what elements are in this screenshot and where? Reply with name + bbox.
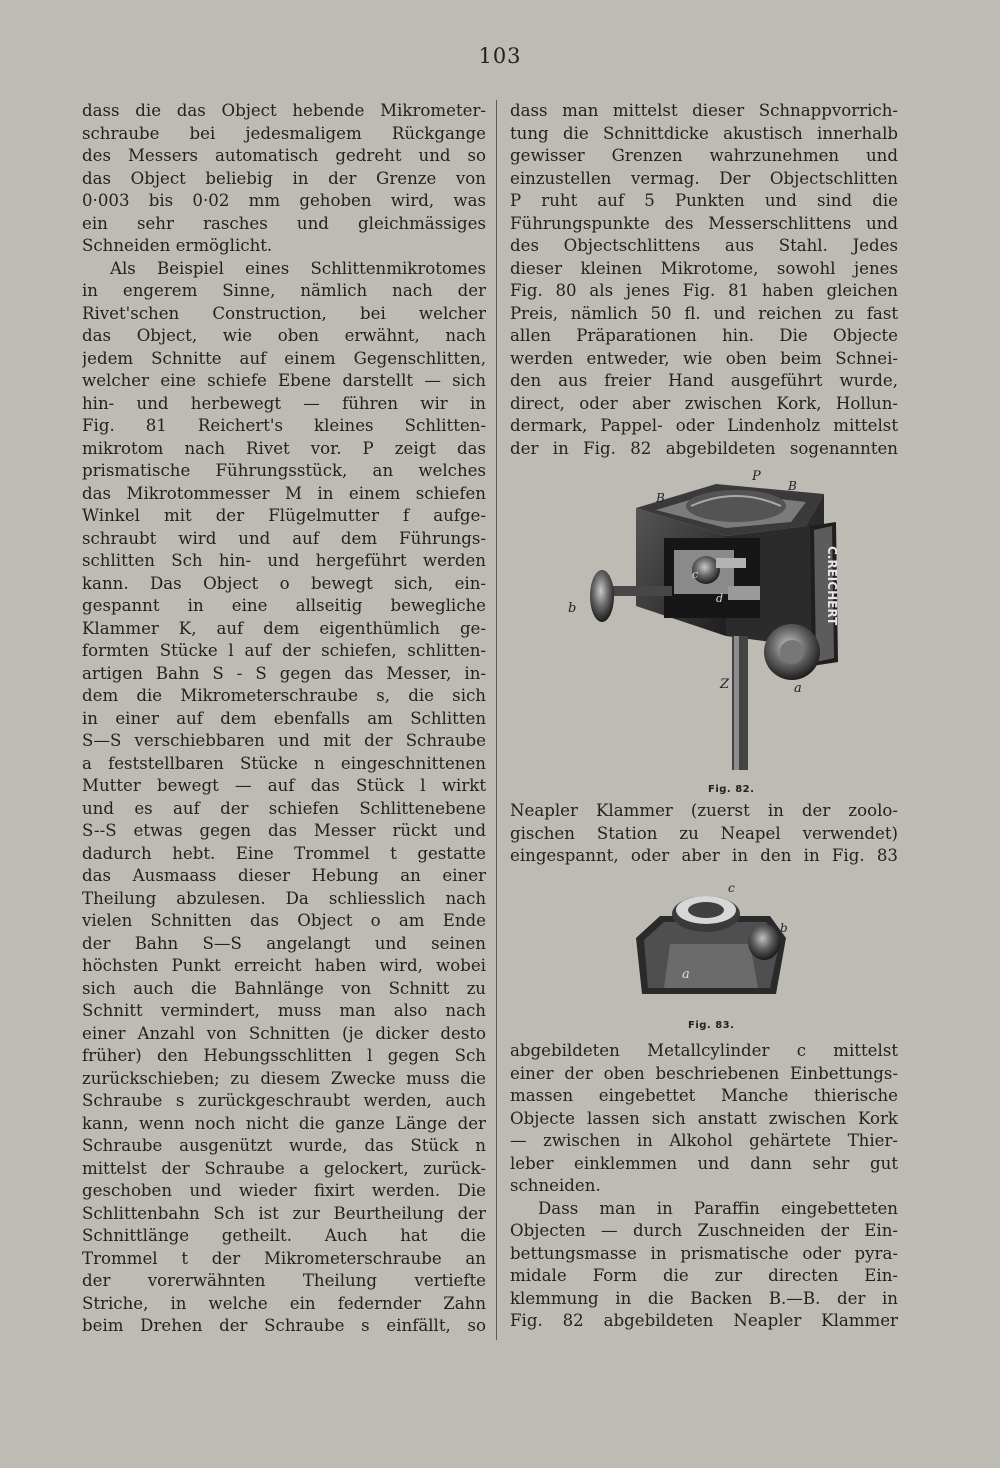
text-line: schraubt wird und auf dem Führungs- <box>82 528 486 548</box>
label-B-left: B <box>656 491 665 505</box>
text-line: gespannt in eine allseitig bewegliche <box>82 596 486 615</box>
right-column-top <box>510 100 898 460</box>
text-line: Rivet'schen Construction, bei welcher <box>82 303 486 323</box>
text-line: der Bahn S—S angelangt und seinen <box>82 933 486 953</box>
text-line: in engerem Sinne, nämlich nach der <box>82 281 486 300</box>
text-line: Schraube ausgenützt wurde, das Stück n <box>82 1136 486 1155</box>
fig83-label-b: b <box>780 921 788 935</box>
text-line: S—S verschiebbaren und mit der Schraube <box>82 731 486 750</box>
text-line: sich auch die Bahnlänge von Schnitt zu <box>82 978 486 998</box>
label-P: P <box>752 469 761 484</box>
column-divider <box>496 100 497 1340</box>
text-line: Winkel mit der Flügelmutter f aufge- <box>82 506 486 525</box>
text-line: der in Fig. 82 abgebildeten sogenannten <box>510 438 898 458</box>
text-line: Schneiden ermöglicht. <box>82 236 273 255</box>
text-line: einer der oben beschriebenen Einbettungs- <box>510 1063 898 1083</box>
label-a: a <box>794 681 802 696</box>
text-line: schlitten Sch hin- und hergeführt werden <box>82 551 486 570</box>
text-line: und es auf der schiefen Schlittenebene <box>82 798 486 818</box>
text-line: formten Stücke l auf der schiefen, schlitten- <box>82 641 486 660</box>
text-line: dieser kleinen Mikrotome, sowohl jenes <box>510 258 898 278</box>
text-line: klemmung in die Backen B.—B. der in <box>510 1288 898 1308</box>
text-line: Objecte lassen sich anstatt zwischen Kork <box>510 1108 898 1128</box>
right-column-bottom <box>510 1040 898 1333</box>
text-line: mittelst der Schraube a gelockert, zurück- <box>82 1158 486 1178</box>
figure-82-illustration <box>566 466 866 776</box>
text-line: bettungsmasse in prismatische oder pyra- <box>510 1243 898 1263</box>
label-c: c <box>692 568 699 581</box>
text-line: Schnittlänge getheilt. Auch hat die <box>82 1226 486 1245</box>
text-line: Fig. 80 als jenes Fig. 81 haben gleichen <box>510 281 898 300</box>
page-number: 103 <box>478 44 522 68</box>
label-B-top: B <box>788 479 797 493</box>
text-line: abgebildeten Metallcylinder c mittelst <box>510 1041 898 1060</box>
text-line: Fig. 82 abgebildeten Neapler Klammer <box>510 1311 898 1330</box>
text-line: das Mikrotommesser M in einem schiefen <box>82 483 486 503</box>
text-line: leber einklemmen und dann sehr gut <box>510 1153 898 1173</box>
text-line: dermark, Pappel- oder Lindenholz mittelst <box>510 416 898 435</box>
text-line: höchsten Punkt erreicht haben wird, wobei <box>82 956 486 975</box>
text-line: Trommel t der Mikrometerschraube an <box>82 1248 486 1268</box>
text-line: schraube bei jedesmaligem Rückgange <box>82 123 486 143</box>
text-line: direct, oder aber zwischen Kork, Hollun- <box>510 393 898 413</box>
text-line: Klammer K, auf dem eigenthümlich ge- <box>82 618 486 638</box>
text-line: früher) den Hebungsschlitten l gegen Sch <box>82 1046 486 1065</box>
text-line: dass die das Object hebende Mikrometer- <box>82 101 486 120</box>
figure-83 <box>630 880 800 1010</box>
engraving-text: C.REICHERT <box>825 546 839 626</box>
text-line: das Object beliebig in der Grenze von <box>82 168 486 188</box>
text-line: kann, wenn noch nicht die ganze Länge der <box>82 1113 486 1133</box>
text-line: welcher eine schiefe Ebene darstellt — sich <box>82 371 486 390</box>
text-line: prismatische Führungsstück, an welches <box>82 461 486 480</box>
left-column <box>82 100 486 1338</box>
text-line: Theilung abzulesen. Da schliesslich nach <box>82 888 486 908</box>
right-column-middle <box>510 800 898 868</box>
text-line: Neapler Klammer (zuerst in der zoolo- <box>510 801 898 820</box>
figure-82 <box>566 466 866 776</box>
text-line: den aus freier Hand ausgeführt wurde, <box>510 371 898 390</box>
label-Z: Z <box>720 677 730 692</box>
text-line: werden entweder, wie oben beim Schnei- <box>510 348 898 368</box>
text-line: Führungspunkte des Messerschlittens und <box>510 213 898 233</box>
text-line: zurückschieben; zu diesem Zwecke muss die <box>82 1068 486 1088</box>
text-line: — zwischen in Alkohol gehärtete Thier- <box>510 1131 898 1150</box>
text-line: tung die Schnittdicke akustisch innerhalb <box>510 123 898 143</box>
text-line: des Objectschlittens aus Stahl. Jedes <box>510 236 898 255</box>
text-line: allen Präparationen hin. Die Objecte <box>510 326 898 345</box>
text-line: vielen Schnitten das Object o am Ende <box>82 911 486 930</box>
text-line: 0·003 bis 0·02 mm gehoben wird, was <box>82 191 486 210</box>
label-b: b <box>568 601 577 616</box>
text-line: das Object, wie oben erwähnt, nach <box>82 326 486 345</box>
text-line: jedem Schnitte auf einem Gegenschlitten, <box>82 348 486 368</box>
text-line: Mutter bewegt — auf das Stück l wirkt <box>82 776 486 795</box>
text-line: Schnitt vermindert, muss man also nach <box>82 1001 486 1020</box>
text-line: Fig. 81 Reichert's kleines Schlitten- <box>82 416 486 435</box>
text-line: gischen Station zu Neapel verwendet) <box>510 823 898 843</box>
text-line: Striche, in welche ein federnder Zahn <box>82 1293 486 1313</box>
text-line: das Ausmaass dieser Hebung an einer <box>82 866 486 885</box>
figure-83-illustration <box>630 880 800 1010</box>
text-line: Schlittenbahn Sch ist zur Beurtheilung der <box>82 1203 486 1223</box>
figure-82-caption: Fig. 82. <box>708 784 755 795</box>
figure-83-caption: Fig. 83. <box>688 1020 735 1031</box>
text-line: Als Beispiel eines Schlittenmikrotomes <box>110 258 486 278</box>
text-line: einer Anzahl von Schnitten (je dicker desto <box>82 1023 486 1043</box>
text-line: in einer auf dem ebenfalls am Schlitten <box>82 708 486 728</box>
text-line: Preis, nämlich 50 fl. und reichen zu fast <box>510 303 898 323</box>
text-line: ein sehr rasches und gleichmässiges <box>82 213 486 233</box>
fig83-label-a: a <box>682 967 690 982</box>
text-line: schneiden. <box>510 1176 601 1195</box>
text-line: S--S etwas gegen das Messer rückt und <box>82 821 486 840</box>
text-line: Objecten — durch Zuschneiden der Ein- <box>510 1221 898 1240</box>
text-line: mikrotom nach Rivet vor. P zeigt das <box>82 438 486 458</box>
text-line: Schraube s zurückgeschraubt werden, auch <box>82 1091 486 1110</box>
text-line: massen eingebettet Manche thierische <box>510 1086 898 1105</box>
label-d: d <box>716 592 724 605</box>
text-line: P ruht auf 5 Punkten und sind die <box>510 191 898 210</box>
text-line: midale Form die zur directen Ein- <box>510 1266 898 1285</box>
text-line: dem die Mikrometerschraube s, die sich <box>82 686 486 705</box>
text-line: des Messers automatisch gedreht und so <box>82 146 486 165</box>
text-line: dass man mittelst dieser Schnappvorrich- <box>510 101 898 120</box>
text-line: kann. Das Object o bewegt sich, ein- <box>82 573 486 593</box>
text-line: artigen Bahn S - S gegen das Messer, in- <box>82 663 486 683</box>
text-line: Dass man in Paraffin eingebetteten <box>538 1198 898 1218</box>
text-line: beim Drehen der Schraube s einfällt, so <box>82 1316 486 1335</box>
text-line: der vorerwähnten Theilung vertiefte <box>82 1271 486 1290</box>
text-line: hin- und herbewegt — führen wir in <box>82 393 486 413</box>
fig83-label-c: c <box>728 881 735 895</box>
text-line: geschoben und wieder fixirt werden. Die <box>82 1181 486 1200</box>
text-line: dadurch hebt. Eine Trommel t gestatte <box>82 843 486 863</box>
text-line: a feststellbaren Stücke n eingeschnittenen <box>82 753 486 773</box>
text-line: einzustellen vermag. Der Objectschlitten <box>510 168 898 188</box>
text-line: eingespannt, oder aber in den in Fig. 83 <box>510 846 898 865</box>
text-line: gewisser Grenzen wahrzunehmen und <box>510 146 898 165</box>
